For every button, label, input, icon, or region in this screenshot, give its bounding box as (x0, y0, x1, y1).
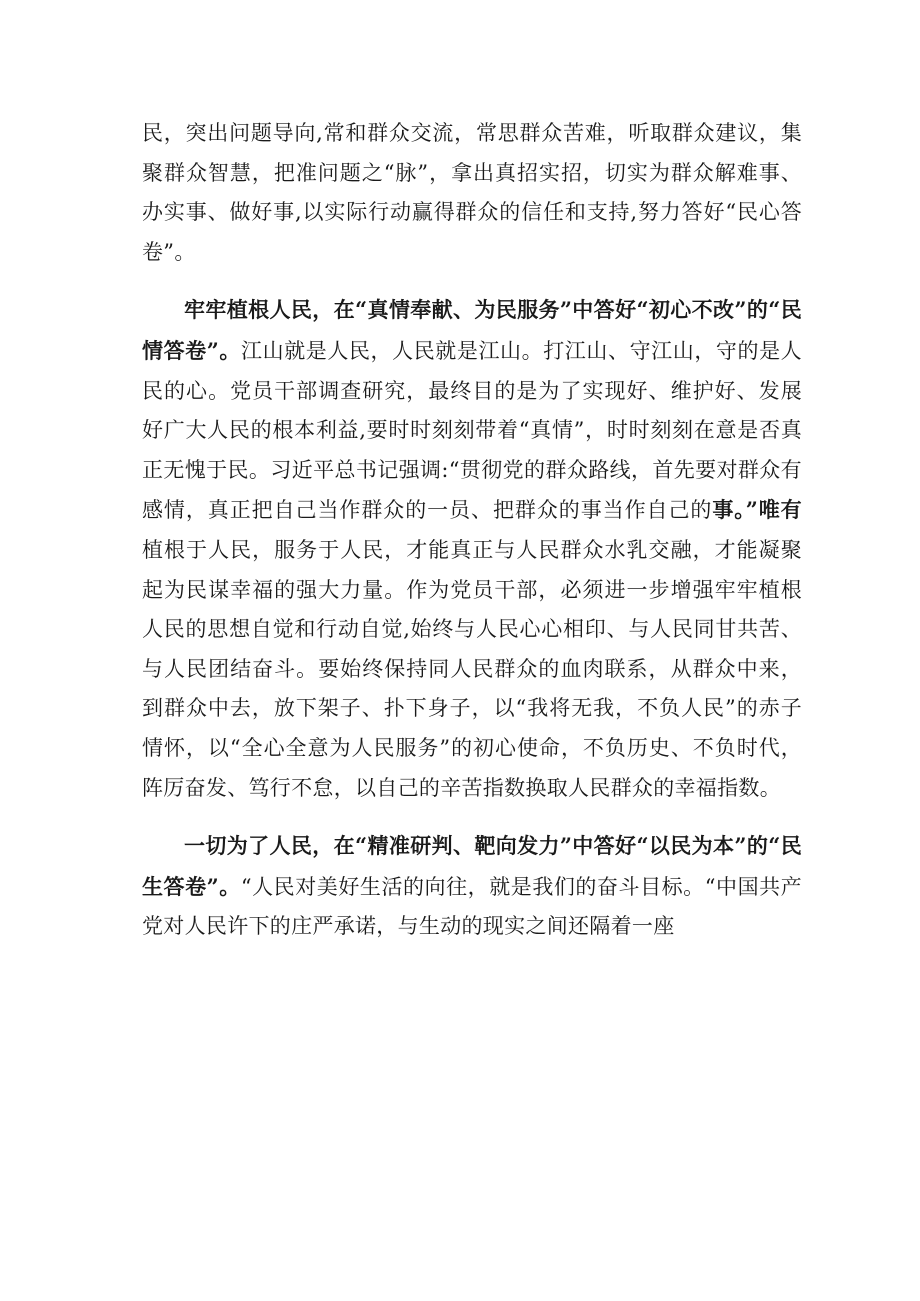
paragraph-2-bold-fragment: 事。”唯有 (712, 497, 802, 523)
document-body (142, 114, 802, 947)
paragraph-2 (142, 290, 802, 808)
paragraph-2-body-1: 江山就是人民，人民就是江山。打江山、守江山，守的是人民的心。党员干部调查研究，最终目的是为了实现好、维护好、发展好广大人民的根本利益,要时时刻刻带着“真情”，时时刻刻在意是否真正无愧于民。习近平总书记强调:“贯彻党的群众路线，首先要对群众有感情，真正把自己当作群众的一员、把群众的事当作自己的 (142, 338, 802, 523)
paragraph-1 (142, 114, 802, 272)
paragraph-3 (142, 826, 802, 947)
paragraph-3-body: “人民对美好生活的向往，就是我们的奋斗目标。“中国共产党对人民许下的庄严承诺，与生动的现实之间还隔着一座 (142, 874, 802, 939)
paragraph-1-text: 民，突出问题导向,常和群众交流，常思群众苦难，听取群众建议，集聚群众智慧，把准问题之“脉”，拿出真招实招，切实为群众解难事、办实事、做好事,以实际行动赢得群众的信任和支持,努力答好“民心答卷”。 (142, 121, 802, 264)
paragraph-2-body-2: 植根于人民，服务于人民，才能真正与人民群众水乳交融，才能凝聚起为民谋幸福的强大力量。作为党员干部，必须进一步增强牢牢植根人民的思想自觉和行动自觉,始终与人民心心相印、与人民同甘共苦、与人民团结奋斗。要始终保持同人民群众的血肉联系，从群众中来，到群众中去，放下架子、扑下身子，以“我将无我，不负人民”的赤子情怀，以“全心全意为人民服务”的初心使命，不负历史、不负时代，阵厉奋发、笃行不怠，以自己的辛苦指数换取人民群众的幸福指数。 (142, 537, 802, 800)
paragraph-2-heading: 牢牢植根人民，在“真情奉献、为民服务”中答好“初心不改”的“民情答卷”。 (142, 297, 802, 363)
paragraph-3-heading: 一切为了人民，在“精准研判、靶向发力”中答好“以民为本”的“民生答卷”。 (142, 833, 802, 899)
